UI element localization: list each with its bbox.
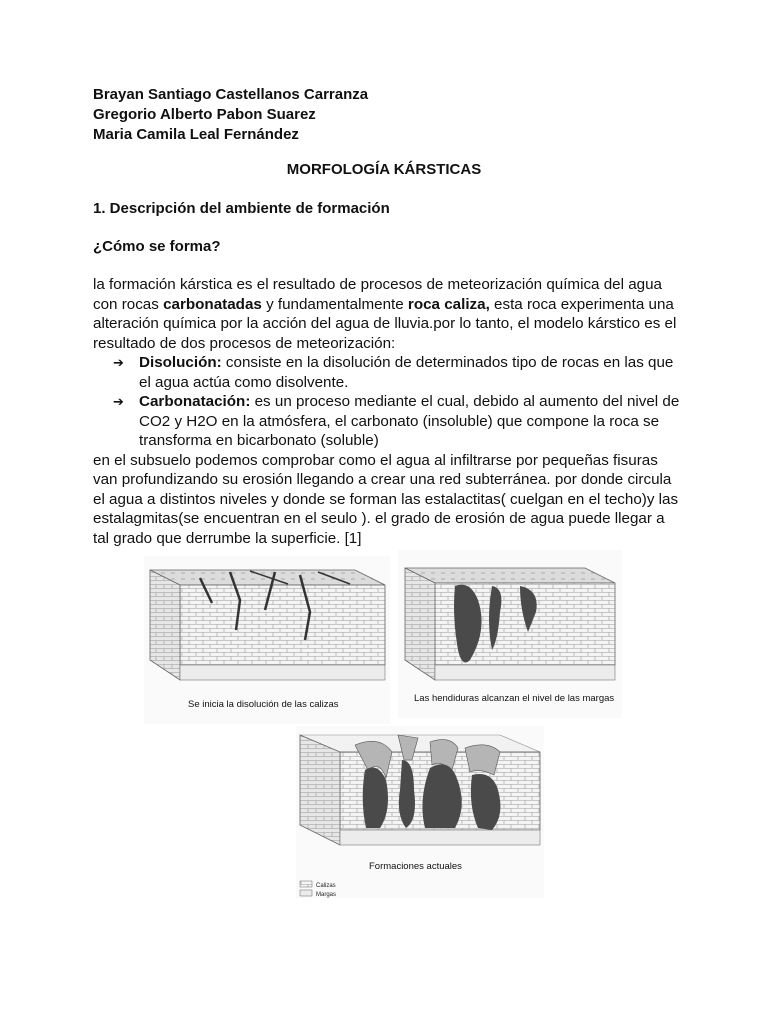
legend-swatch-margas — [300, 890, 312, 896]
legend-label: Calizas — [316, 883, 336, 889]
process-term: Disolución: — [139, 354, 222, 371]
block-diagram-initial — [144, 556, 390, 724]
author-name: Maria Camila Leal Fernández — [93, 126, 299, 143]
arrow-bullet-icon: ➔ — [113, 355, 124, 370]
figure-caption: Las hendiduras alcanzan el nivel de las margas — [414, 693, 615, 704]
intro-text: y fundamentalmente — [261, 295, 408, 313]
block-diagram-margas — [398, 550, 622, 718]
document-title: MORFOLOGÍA KÁRSTICAS — [286, 161, 482, 178]
block-diagram-current — [296, 726, 544, 898]
closing-paragraph: en el subsuelo podemos comprobar como el agua al infiltrarse por pequeñas fisuras van profundizando su erosión llegando a crear una red subterránea. por donde circula el agua a distintos niveles y donde se forman las estalactitas( cuelgan en el techo)y las estalagmitas(se encuentran en el seulo ). el grado de erosión de agua puede llegar a tal grado que derrumbe la superficie. [1] — [93, 451, 679, 547]
intro-bold-term: carbonatadas — [163, 295, 262, 313]
legend-label: Margas — [316, 892, 337, 898]
process-term: Carbonatación: — [139, 393, 251, 410]
legend-swatch-calizas — [300, 881, 312, 887]
author-name: Brayan Santiago Castellanos Carranza — [93, 86, 369, 103]
intro-text: la formación kárstica es el resultado de procesos de meteorización química del agua con rocas — [93, 276, 662, 313]
author-name: Gregorio Alberto Pabon Suarez — [93, 106, 316, 123]
intro-text: esta roca experimenta una alteración química por la acción del agua de lluvia.por lo tanto, el modelo kárstico es el resultado de dos procesos de meteorización: — [93, 295, 677, 352]
intro-bold-term: roca caliza, — [407, 295, 490, 313]
subheading: ¿Cómo se forma? — [93, 238, 221, 255]
figure-caption: Formaciones actuales — [369, 861, 462, 872]
section-heading: 1. Descripción del ambiente de formación — [93, 200, 390, 217]
process-description: es un proceso mediante el cual, debido al aumento del nivel de CO2 y H2O en la atmósfera, el carbonato (insoluble) que compone la roca se transforma en bicarbonato (soluble) — [139, 393, 680, 449]
process-description: consiste en la disolución de determinados tipo de rocas en las que el agua actúa como disolvente. — [139, 354, 674, 391]
figure-caption: Se inicia la disolución de las calizas — [188, 699, 339, 710]
arrow-bullet-icon: ➔ — [113, 394, 124, 409]
